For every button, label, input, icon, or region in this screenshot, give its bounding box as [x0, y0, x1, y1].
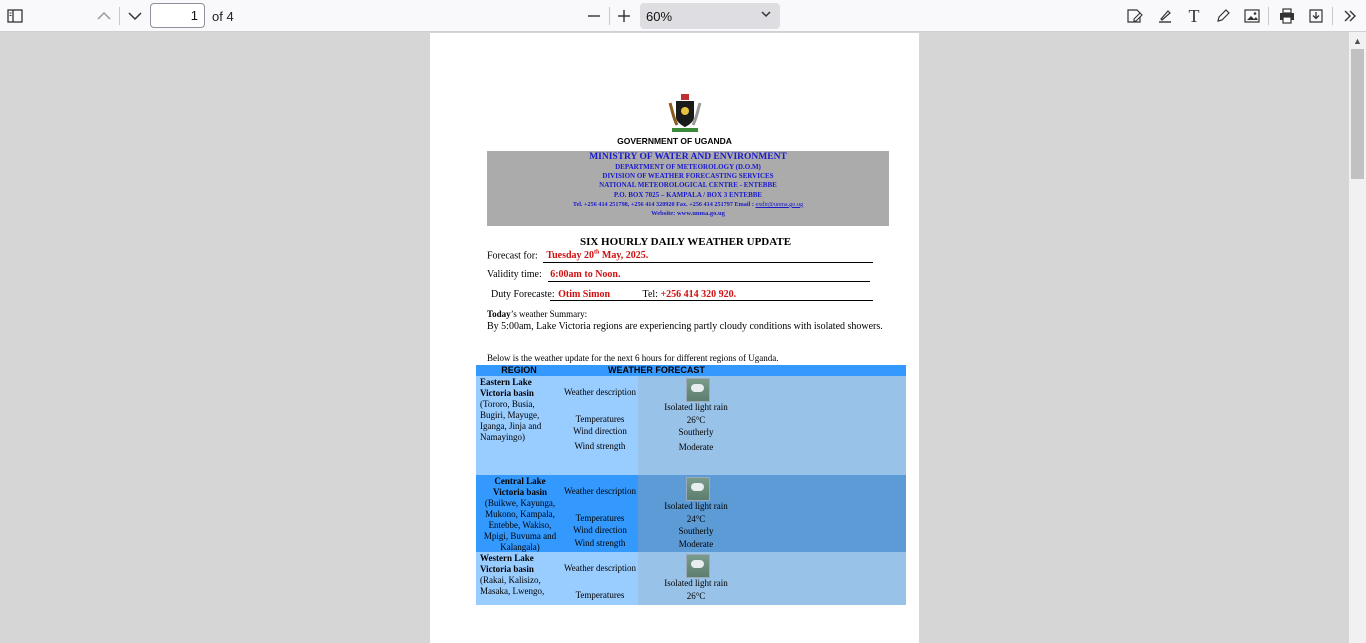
underline	[543, 262, 873, 263]
value-description: Isolated light rain	[664, 501, 728, 511]
ministry-header-box	[487, 151, 889, 226]
label-wind-strength: Wind strength	[574, 538, 626, 548]
pdf-toolbar	[0, 0, 1366, 32]
label-wind-strength: Wind strength	[574, 441, 626, 451]
table-empty-cell	[754, 376, 906, 475]
light-rain-icon	[686, 554, 710, 578]
value-wind-direction: Southerly	[678, 427, 714, 437]
intro-text: Below is the weather update for the next 6 hours for different regions of Uganda.	[487, 353, 779, 363]
print-icon[interactable]	[1277, 6, 1297, 26]
toolbar-divider	[609, 7, 610, 25]
region-areas: (Tororo, Busia, Bugiri, Mayuge, Iganga, Jinja and Namayingo)	[480, 399, 542, 442]
image-icon[interactable]	[1242, 6, 1262, 26]
region-name: Central Lake Victoria basin	[493, 476, 547, 497]
table-empty-cell	[754, 552, 906, 605]
forecast-for-value: Tuesday 20th May, 2025.	[546, 250, 649, 262]
toolbar-divider	[1332, 7, 1333, 25]
column-header-forecast: WEATHER FORECAST	[562, 365, 906, 376]
label-wind-direction: Wind direction	[573, 525, 627, 535]
label-temperatures: Temperatures	[575, 414, 625, 424]
light-rain-icon	[686, 477, 710, 501]
toolbar-divider	[119, 7, 120, 25]
label-temperatures: Temperatures	[575, 513, 625, 523]
coat-of-arms-icon	[662, 89, 708, 135]
table-empty-cell	[754, 475, 906, 552]
value-temperature: 26°C	[686, 415, 706, 425]
po-box: P.O. BOX 7025 – KAMPALA / BOX 3 ENTEBBE	[613, 190, 763, 199]
ministry-name: MINISTRY OF WATER AND ENVIRONMENT	[589, 152, 787, 162]
table-row-region	[476, 376, 562, 475]
save-icon[interactable]	[1306, 6, 1326, 26]
label-temperatures: Temperatures	[575, 590, 625, 600]
previous-page-icon[interactable]	[94, 6, 114, 26]
table-row-region	[476, 475, 562, 552]
validity-line	[487, 269, 621, 280]
light-rain-icon	[686, 378, 710, 402]
weather-summary	[487, 308, 897, 333]
pdf-page	[430, 33, 919, 643]
text-recognition-icon[interactable]	[1125, 6, 1145, 26]
contact-line	[487, 200, 889, 209]
duty-value: Otim Simon	[558, 289, 611, 300]
scrollbar-thumb[interactable]	[1351, 49, 1364, 179]
value-wind-strength: Moderate	[678, 442, 714, 452]
forecast-for-line	[487, 250, 648, 261]
forecast-for-label: Forecast for:	[487, 250, 538, 262]
label-weather-description: Weather description	[564, 563, 636, 573]
summary-text: By 5:00am, Lake Victoria regions are experiencing partly cloudy conditions with isolated showers.	[487, 320, 883, 332]
value-description: Isolated light rain	[664, 578, 728, 588]
table-row-region	[476, 552, 562, 605]
region-areas: (Rakai, Kalisizo, Masaka, Lwengo,	[480, 575, 545, 596]
duty-forecaster-line	[491, 289, 736, 300]
value-wind-direction: Southerly	[678, 526, 714, 536]
email-link[interactable]: exdir@unma.go.ug	[755, 200, 804, 208]
website: Website: www.unma.go.ug	[651, 210, 725, 218]
zoom-value: 60%	[646, 8, 673, 24]
region-areas: (Buikwe, Kayunga, Mukono, Kampala, Entebbe, Wakiso, Mpigi, Buvuma and Kalangala)	[483, 498, 557, 552]
summary-title: Today’s weather Summary:	[487, 309, 588, 319]
highlight-icon[interactable]	[1155, 6, 1175, 26]
value-description: Isolated light rain	[664, 402, 728, 412]
validity-value: 6:00am to Noon.	[550, 269, 621, 280]
department-name: DEPARTMENT OF METEOROLOGY (D.O.M)	[615, 163, 761, 171]
draw-icon[interactable]	[1213, 6, 1233, 26]
zoom-out-icon[interactable]	[584, 6, 604, 26]
validity-label: Validity time:	[487, 269, 542, 280]
contact-tel: Tel. +256 414 251798, +256 414 320920 Fax. +256 414 251797 Email :	[572, 200, 754, 208]
zoom-in-icon[interactable]	[614, 6, 634, 26]
more-tools-icon[interactable]	[1340, 6, 1360, 26]
toolbar-divider	[1268, 7, 1269, 25]
label-wind-direction: Wind direction	[573, 426, 627, 436]
text-tool-icon[interactable]: T	[1188, 5, 1200, 26]
zoom-select[interactable]	[640, 3, 780, 29]
next-page-icon[interactable]	[125, 6, 145, 26]
tel-value: +256 414 320 920.	[660, 289, 737, 300]
government-title: GOVERNMENT OF UGANDA	[617, 136, 732, 146]
label-weather-description: Weather description	[564, 486, 636, 496]
sidebar-toggle-icon[interactable]	[5, 6, 25, 26]
tel-label: Tel:	[642, 289, 658, 300]
value-wind-strength: Moderate	[678, 539, 714, 549]
region-name: Eastern Lake Victoria basin	[480, 377, 534, 398]
division-name: DIVISION OF WEATHER FORECASTING SERVICES	[602, 172, 774, 181]
underline	[550, 300, 873, 301]
value-temperature: 24°C	[686, 514, 706, 524]
underline	[548, 281, 870, 282]
centre-name: NATIONAL METEOROLOGICAL CENTRE - ENTEBBE	[599, 181, 777, 190]
vertical-scrollbar[interactable]	[1349, 32, 1366, 643]
column-header-region: REGION	[476, 365, 562, 376]
duty-label: Duty Forecaste:	[491, 289, 555, 300]
chevron-down-icon	[760, 8, 772, 23]
label-weather-description: Weather description	[564, 387, 636, 397]
forecast-table	[476, 365, 906, 605]
page-number-input[interactable]	[150, 3, 205, 28]
page-total-label: of 4	[212, 9, 234, 24]
region-name: Western Lake Victoria basin	[480, 553, 534, 574]
value-temperature: 26°C	[686, 591, 706, 601]
scroll-up-icon[interactable]: ▲	[1353, 35, 1362, 46]
document-title: SIX HOURLY DAILY WEATHER UPDATE	[579, 236, 792, 248]
